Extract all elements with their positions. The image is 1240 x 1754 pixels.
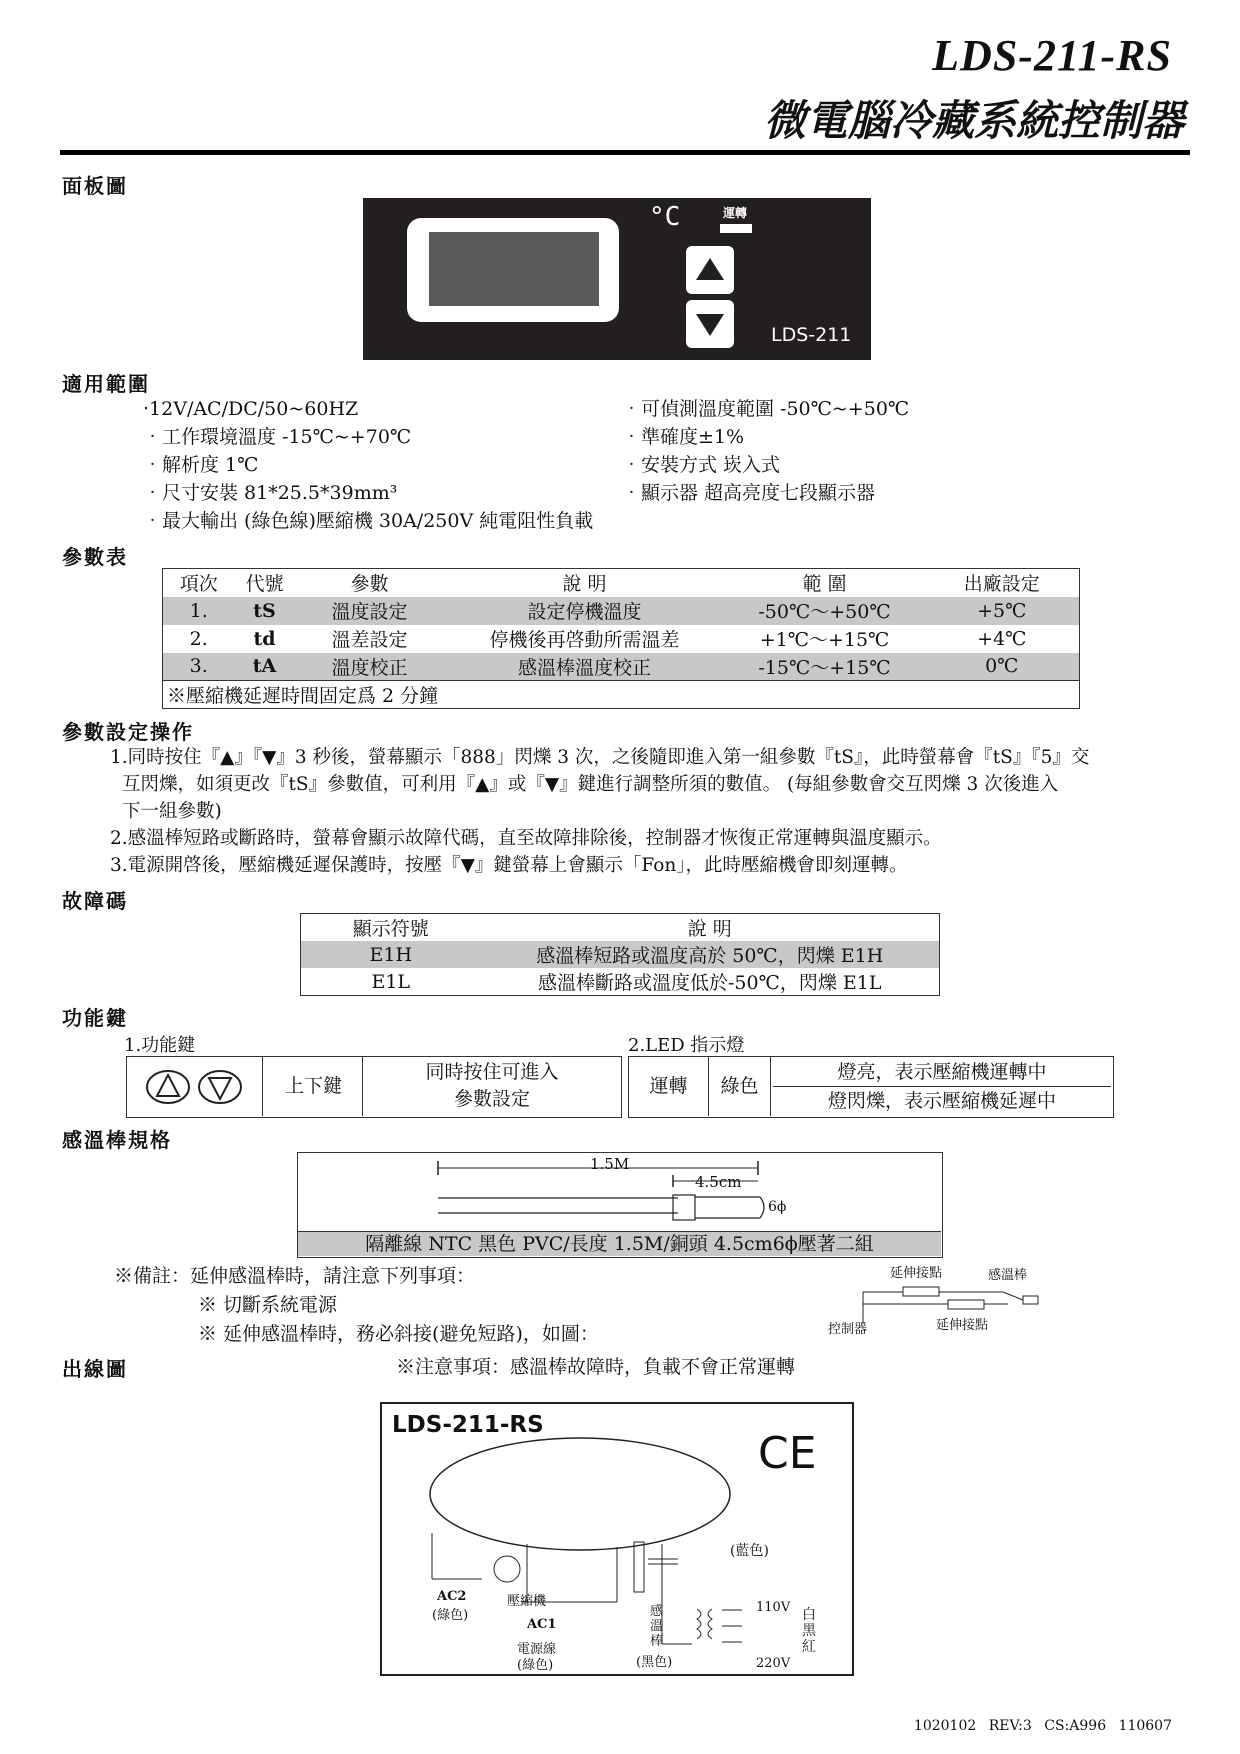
setting-line: 2.感溫棒短路或斷路時，螢幕會顯示故障代碼，直至故障排除後，控制器才恢復正常運轉與溫度顯示。 [110, 828, 942, 849]
key-desc-line: 參數設定 [453, 1088, 530, 1110]
scope-item: ‧12V/AC/DC/50~60HZ [143, 398, 359, 420]
run-label: 運轉 [723, 206, 748, 220]
table-row [163, 653, 1080, 681]
key-desc-line: 同時按住可進入 [425, 1061, 559, 1083]
white-label: 白 [802, 1607, 816, 1623]
down-arrow-icon [686, 300, 734, 348]
scope-right [622, 395, 909, 507]
key-name: 上下鍵 [265, 1057, 363, 1116]
section-wiring: 出線圖 [62, 1357, 128, 1381]
cell: +4℃ [977, 627, 1027, 650]
compressor-label: 壓縮機 [507, 1594, 547, 1609]
led-name: 運轉 [629, 1057, 709, 1116]
wiring-note: ※注意事項：感溫棒故障時，負載不會正常運轉 [396, 1356, 796, 1378]
scope-item: ‧顯示器 超高亮度七段顯示器 [622, 482, 876, 504]
sensor-notes [114, 1262, 599, 1349]
cell: E1H [301, 941, 481, 968]
ac2-color: (綠色) [432, 1608, 469, 1623]
led-title: 2.LED 指示燈 [628, 1035, 745, 1056]
ext-label-2: 延伸接點 [936, 1318, 989, 1333]
section-sensor: 感溫棒規格 [62, 1128, 172, 1152]
header-cell: 範 圍 [802, 573, 847, 596]
blue-label: (藍色) [730, 1543, 769, 1559]
head-diameter: 6ϕ [768, 1199, 787, 1215]
scope-item: ‧解析度 1℃ [143, 454, 259, 476]
cell: -50℃～+50℃ [725, 597, 925, 625]
setting-line: 下一組參數) [122, 801, 222, 822]
table-header [301, 914, 940, 942]
up-arrow-icon [686, 246, 734, 294]
panel-model: LDS-211 [771, 324, 852, 346]
table-header [163, 569, 1080, 597]
display-window [429, 232, 599, 306]
extension-diagram [828, 1262, 1058, 1348]
scope-left [143, 395, 593, 535]
display-frame [407, 218, 619, 322]
setting-text [110, 744, 1089, 879]
probe-color: (黑色) [636, 1655, 673, 1670]
scope-item: ‧安裝方式 崁入式 [622, 454, 781, 476]
head-length: 4.5cm [695, 1173, 742, 1191]
cell: -15℃～+15℃ [725, 653, 925, 681]
probe-wire-label: 感 溫 棒 [650, 1604, 664, 1649]
cell: 感溫棒溫度校正 [445, 653, 725, 681]
wiring-diagram [380, 1402, 854, 1676]
up-button[interactable] [686, 246, 734, 294]
cell: 感溫棒短路或溫度高於 50℃，閃爍 E1H [481, 941, 940, 968]
v220-label: 220V [756, 1656, 791, 1671]
cell: E1L [371, 970, 411, 993]
ac2-label: AC2 [437, 1589, 467, 1604]
table-row [301, 968, 940, 996]
led-table [628, 1056, 1114, 1118]
ext-label-1: 延伸接點 [890, 1266, 943, 1281]
ce-mark: CE [758, 1428, 817, 1479]
header-cell: 項次 [179, 573, 218, 596]
page-title: 微電腦冷藏系統控制器 [763, 96, 1184, 145]
black-label: 黑 [802, 1623, 816, 1639]
param-note: ※壓縮機延遲時間固定爲 2 分鐘 [163, 681, 1080, 709]
cell: tS [235, 597, 295, 625]
setting-line: 互閃爍，如須更改『tS』參數值，可利用『▲』或『▼』鍵進行調整所須的數值。 (每組參數會交互閃爍 3 次後進入 [122, 774, 1059, 795]
cell: 設定停機溫度 [445, 597, 725, 625]
power-color: (綠色) [517, 1658, 554, 1673]
key-table [126, 1056, 622, 1118]
controller-label: 控制器 [828, 1322, 868, 1337]
note-line: ※ 延伸感溫棒時，務必斜接(避免短路)，如圖： [198, 1323, 599, 1345]
scope-item: ‧尺寸安裝 81*25.5*39mm³ [143, 482, 398, 504]
up-key-icon [145, 1069, 191, 1105]
scope-item: ‧最大輸出 (綠色線)壓縮機 30A/250V 純電阻性負載 [143, 510, 594, 532]
header-cell: 參數 [350, 573, 389, 596]
setting-line: 1.同時按住『▲』『▼』3 秒後，螢幕顯示「888」閃爍 3 次，之後隨即進入第一組參數『tS』，此時螢幕會『tS』『5』交 [110, 747, 1090, 768]
cell: +5℃ [925, 597, 1080, 625]
cell: 3. [163, 653, 235, 681]
led-blink: 燈閃爍，表示壓縮機延遲中 [827, 1090, 1056, 1112]
section-panel: 面板圖 [62, 174, 128, 198]
header-cell: 顯示符號 [352, 918, 429, 940]
section-params: 參數表 [62, 545, 128, 569]
section-setting: 參數設定操作 [62, 720, 194, 744]
cell: td [253, 627, 276, 650]
header-cell: 出廠設定 [963, 573, 1040, 596]
section-scope: 適用範圍 [62, 372, 150, 396]
table-row [163, 597, 1080, 625]
scope-item: ‧工作環境溫度 -15℃~+70℃ [143, 426, 412, 448]
run-led [720, 224, 752, 233]
model-number: LDS-211-RS [932, 31, 1172, 80]
header-cell: 代號 [245, 573, 284, 596]
sensor-diagram [297, 1152, 943, 1258]
note-line: ※備註：延伸感溫棒時，請注意下列事項： [114, 1265, 476, 1287]
cell: 停機後再啓動所需溫差 [489, 629, 680, 651]
wiring-model: LDS-211-RS [392, 1412, 544, 1438]
cable-length: 1.5M [590, 1155, 630, 1173]
wiring-drawing [382, 1404, 852, 1674]
table-row [301, 941, 940, 968]
footer-code: 1020102 REV:3 CS:A996 110607 [913, 1718, 1172, 1734]
header-rule [60, 150, 1190, 155]
scope-item: ‧準確度±1% [622, 426, 745, 448]
cell: 溫度設定 [295, 597, 445, 625]
ac1-label: AC1 [527, 1617, 557, 1632]
power-label: 電源線 [517, 1642, 557, 1657]
setting-line: 3.電源開啓後，壓縮機延遲保護時，按壓『▼』鍵螢幕上會顯示「Fon」，此時壓縮機會即刻運轉。 [110, 855, 908, 876]
cell: 溫度校正 [295, 653, 445, 681]
led-on: 燈亮，表示壓縮機運轉中 [773, 1057, 1111, 1087]
cell: tA [235, 653, 295, 681]
fault-table [300, 913, 940, 996]
header-cell: 說 明 [687, 918, 732, 940]
cell: 2. [189, 627, 208, 650]
key-desc [367, 1059, 617, 1113]
panel-image [363, 198, 871, 360]
param-table [162, 568, 1080, 709]
probe-label: 感溫棒 [988, 1268, 1028, 1283]
header-cell: 說 明 [562, 573, 607, 596]
section-fault: 故障碼 [62, 889, 128, 913]
table-row [163, 681, 1080, 709]
cell: 0℃ [925, 653, 1080, 681]
cell: +1℃～+15℃ [759, 629, 890, 651]
table-row [163, 625, 1080, 653]
sensor-caption: 隔離線 NTC 黑色 PVC/長度 1.5M/銅頭 4.5cm6ϕ壓著二組 [298, 1231, 941, 1256]
led-color: 綠色 [709, 1057, 771, 1116]
note-line: ※ 切斷系統電源 [198, 1294, 338, 1316]
v110-label: 110V [756, 1600, 791, 1615]
section-keys: 功能鍵 [62, 1006, 128, 1030]
cell: 感溫棒斷路或溫度低於-50℃，閃爍 E1L [538, 972, 882, 994]
scope-item: ‧可偵測溫度範圍 -50℃~+50℃ [622, 398, 910, 420]
down-button[interactable] [686, 300, 734, 348]
cell: 溫差設定 [331, 629, 408, 651]
celsius-unit: °C [649, 202, 681, 232]
down-key-icon [197, 1069, 243, 1105]
cell: 1. [163, 597, 235, 625]
key-icons [127, 1057, 263, 1116]
red-label: 紅 [802, 1639, 816, 1655]
key-title: 1.功能鍵 [124, 1035, 196, 1056]
